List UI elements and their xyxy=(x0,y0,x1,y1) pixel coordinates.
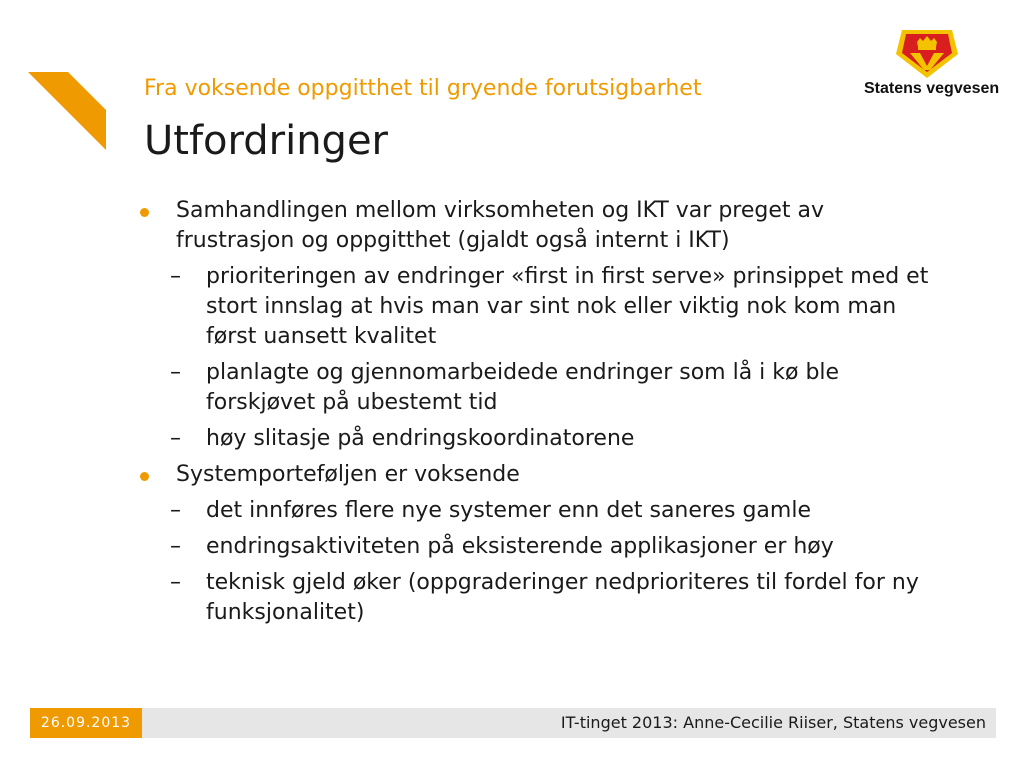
bullet-dot-icon xyxy=(140,208,149,217)
sub-item-text: planlagte og gjennomarbeidede endringer som lå i kø ble forskjøvet på ubestemt tid xyxy=(206,360,840,415)
sub-item xyxy=(170,568,940,628)
dash-icon: – xyxy=(170,534,181,559)
statens-vegvesen-logo xyxy=(858,22,998,106)
sub-item xyxy=(170,496,940,526)
sub-item xyxy=(170,424,940,454)
dash-icon: – xyxy=(170,498,181,523)
sub-item-text: det innføres flere nye systemer enn det saneres gamle xyxy=(206,498,811,523)
slide-title: Utfordringer xyxy=(144,118,389,164)
dash-icon: – xyxy=(170,360,181,385)
sub-item xyxy=(170,532,940,562)
bullet-text: Samhandlingen mellom virksomheten og IKT var preget av frustrasjon og oppgitthet (gjaldt også internt i IKT) xyxy=(176,198,825,253)
sub-item-text: høy slitasje på endringskoordinatorene xyxy=(206,426,635,451)
bullet-list xyxy=(140,196,940,634)
dash-icon: – xyxy=(170,426,181,451)
sub-list xyxy=(170,262,940,454)
accent-stripe xyxy=(0,0,120,160)
dash-icon: – xyxy=(170,264,181,289)
sub-item-text: teknisk gjeld øker (oppgraderinger nedprioriteres til fordel for ny funksjonalitet) xyxy=(206,570,919,625)
bullet-text: Systemporteføljen er voksende xyxy=(176,462,520,487)
dash-icon: – xyxy=(170,570,181,595)
bullet-item xyxy=(140,196,940,454)
footer-date: 26.09.2013 xyxy=(30,708,142,738)
footer-credit: IT-tinget 2013: Anne-Cecilie Riiser, Statens vegvesen xyxy=(560,713,986,732)
bullet-item xyxy=(140,460,940,628)
sub-item-text: prioriteringen av endringer «first in first serve» prinsippet med et stort innslag at hvis man var sint nok eller viktig nok kom man først uansett kvalitet xyxy=(206,264,929,349)
coat-of-arms-icon xyxy=(896,26,958,78)
sub-item xyxy=(170,358,940,418)
sub-item xyxy=(170,262,940,352)
sub-list xyxy=(170,496,940,628)
bullet-dot-icon xyxy=(140,472,149,481)
logo-text: Statens vegvesen xyxy=(864,80,1000,97)
slide-subtitle: Fra voksende oppgitthet til gryende forutsigbarhet xyxy=(144,76,702,101)
sub-item-text: endringsaktiviteten på eksisterende applikasjoner er høy xyxy=(206,534,834,559)
